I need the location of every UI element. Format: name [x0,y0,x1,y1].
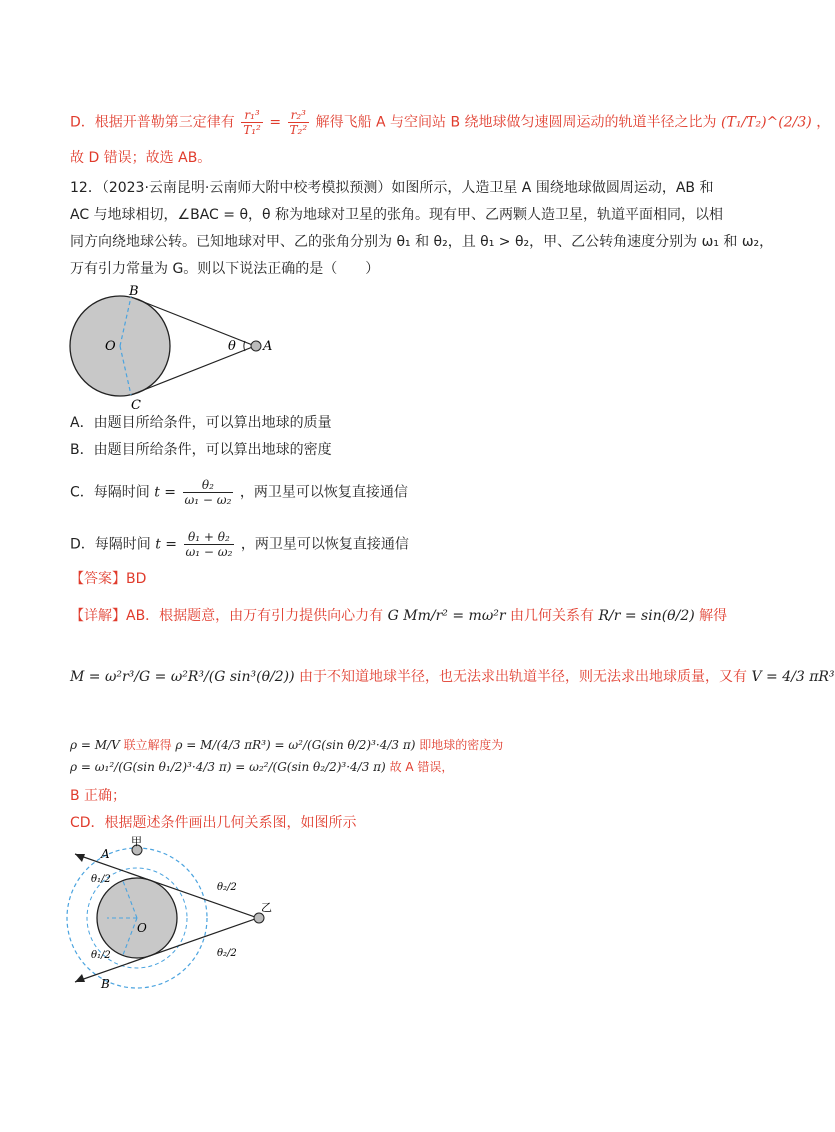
satellite-yi [254,913,264,923]
detail-l1-pre: 【详解】AB．根据题意，由万有引力提供向心力有 [70,608,384,624]
option-d-den: ω₁ − ω₂ [185,545,233,559]
detail-l1-eq2: R/r = sin(θ/2) [598,608,695,624]
question-line-4: 万有引力常量为 G。则以下说法正确的是（ ） [70,261,380,277]
label-b-2: B [101,977,110,991]
question-line-2: AC 与地球相切，∠BAC = θ，θ 称为地球对卫星的张角。现有甲、乙两颗人造卫星，轨道平面相同，以相 [70,207,724,223]
label-o: O [105,339,116,354]
angle-right-top: θ₂/2 [217,882,237,893]
option-b: B．由题目所给条件，可以算出地球的密度 [70,442,332,458]
label-jia: 甲 [131,835,142,848]
detail-l1-eq: G Mm/r² = mω²r [387,608,506,624]
option-d-pre: D．每隔时间 [70,536,151,553]
option-d-lead: D．根据开普勒第三定律有 [70,114,235,131]
detail-l3-a: 联立解得 [123,738,172,752]
tangent-angle-figure [65,282,285,412]
detail-line-4: B 正确； [70,788,127,804]
detail-l2-eq: M = ω²r³/G = ω²R³/(G sin³(θ/2)) [70,669,295,685]
label-theta: θ [228,339,236,354]
detail-line-1 [70,606,727,626]
detail-l3-b: 即地球的密度为 [419,738,504,752]
option-d-num: θ₁ + θ₂ [184,530,235,545]
option-a: A．由题目所给条件，可以算出地球的质量 [70,415,332,431]
question-line-3: 同方向绕地球公转。已知地球对甲、乙的张角分别为 θ₁ 和 θ₂，且 θ₁ > θ₂，甲、乙公转角速度分别为 ω₁ 和 ω₂， [70,234,774,250]
kepler-left-num: r₁³ [241,108,263,123]
kepler-left-frac [241,108,263,137]
kepler-left-den: T₁² [243,123,261,137]
label-a-2: A [101,847,110,861]
option-d-middle: 解得飞船 A 与空间站 B 绕地球做匀速圆周运动的轨道半径之比为 [315,114,717,131]
option-d: D．每隔时间 t = $\frac{\text{θ₁ + θ₂}}{\text{ω₁ − ω₂}}$ ，两卫星可以恢复直接通信 [70,530,409,559]
detail-l1-mid: 由几何关系有 [510,608,594,624]
detail-l3-eq3: ρ = ω₁²/(G(sin θ₁/2)³·4/3 π) = ω₂²/(G(sin θ₂/2)³·4/3 π) [70,760,386,774]
option-c-pre: C．每隔时间 [70,484,150,501]
radius-ratio: (T₁/T₂)^(2/3) [721,114,812,131]
label-a: A [263,339,273,354]
detail-line-5: CD．根据题述条件画出几何关系图，如图所示 [70,815,357,831]
angle-left-bottom: θ₁/2 [91,950,111,961]
satellite-a [251,341,261,351]
detail-l1-post: 解得 [699,608,728,624]
label-b: B [129,284,139,299]
label-c: C [131,398,141,413]
answer: 【答案】BD [70,571,147,587]
option-d-post: ，两卫星可以恢复直接通信 [240,536,409,553]
label-o-2: O [137,921,147,935]
option-c-num: θ₂ [183,478,234,493]
option-d-top: D．根据开普勒第三定律有 $\frac{\text{r₁³}}{\text{T₁²}}$ = $\frac{\text{r₂³}}{\text{T₂²}}$ 解得飞船 A 与空间站 B 绕地球做匀速圆周运动的轨道半径之比为 (T₁/T₂)^(2/3) ， [70,108,831,137]
detail-l3-eq2: ρ = M/(4/3 πR³) = ω²/(G(sin θ/2)³·4/3 π) [175,738,416,752]
detail-l3-c: 故 A 错误， [389,760,454,774]
detail-line-2 [70,667,835,687]
detail-l2-eq2: V = 4/3 πR³ [751,669,835,685]
option-c-frac [183,478,234,507]
detail-l3-eq: ρ = M/V [70,738,120,752]
option-d-frac [184,530,235,559]
option-c-den: ω₁ − ω₂ [184,493,232,507]
angle-right-bottom: θ₂/2 [217,948,237,959]
theta-arc [244,341,245,351]
question-line-1: 12．（2023·云南昆明·云南师大附中校考模拟预测）如图所示，人造卫星 A 围绕地球做圆周运动，AB 和 [70,180,714,196]
label-yi: 乙 [261,901,272,914]
option-d-end: ， [816,114,831,131]
option-d-conclusion: 故 D 错误；故选 AB。 [70,150,212,166]
angle-left-top: θ₁/2 [91,874,111,885]
orbit-geometry-figure [65,835,285,993]
option-c-post: ，两卫星可以恢复直接通信 [239,484,408,501]
arrow-top [75,854,85,862]
kepler-right-den: T₂² [289,123,308,137]
option-c: C．每隔时间 t = $\frac{\text{θ₂}}{\text{ω₁ − ω₂}}$ ，两卫星可以恢复直接通信 [70,478,408,507]
detail-line-3 [70,735,503,755]
kepler-right-frac [288,108,310,137]
detail-l2-text: 由于不知道地球半径，也无法求出轨道半径，则无法求出地球质量，又有 [299,669,748,685]
detail-line-3b [70,757,453,777]
arrow-bottom [75,974,85,982]
kepler-right-num: r₂³ [288,108,310,123]
